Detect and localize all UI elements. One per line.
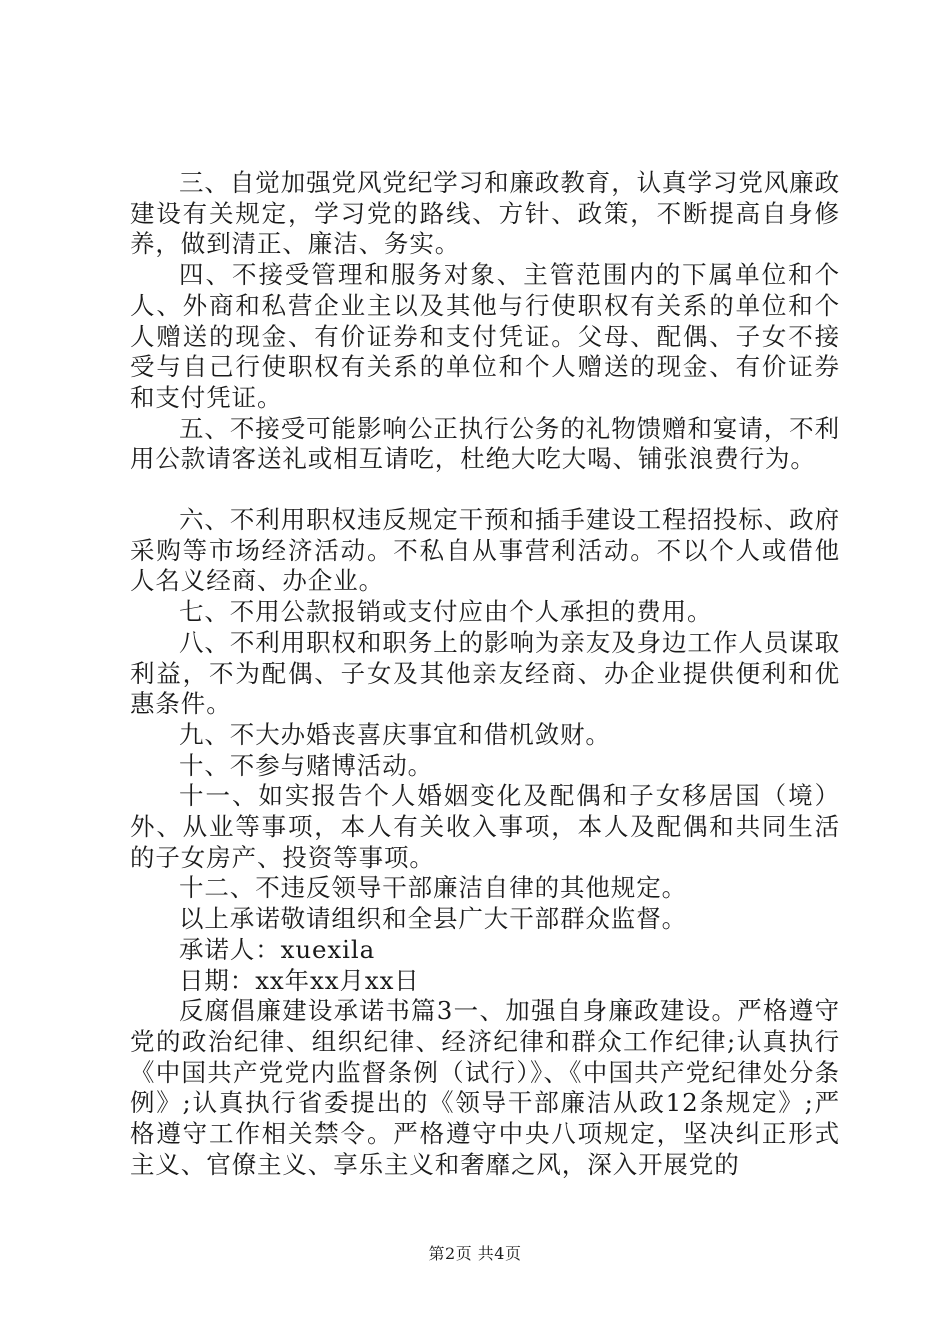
paragraph-item-5: 五、不接受可能影响公正执行公务的礼物馈赠和宴请，不利用公款请客送礼或相互请吃，杜绝大吃大喝、铺张浪费行为。 <box>130 413 840 474</box>
paragraph-item-12: 十二、不违反领导干部廉洁自律的其他规定。 <box>179 873 687 903</box>
paragraph-item-7: 七、不用公款报销或支付应由个人承担的费用。 <box>179 597 713 627</box>
paragraph-item-10: 十、不参与赌博活动。 <box>179 750 433 780</box>
paragraph-item-3: 三、自觉加强党风党纪学习和廉政教育，认真学习党风廉政建设有关规定，学习党的路线、方针、政策，不断提高自身修养，做到清正、廉洁、务实。 <box>130 168 840 259</box>
page-number-footer: 第2页 共4页 <box>428 1244 522 1263</box>
supervision-request: 以上承诺敬请组织和全县广大干部群众监督。 <box>179 904 687 934</box>
signatory-line: 承诺人：xuexila <box>179 934 376 964</box>
section-3-intro: 反腐倡廉建设承诺书篇3一、加强自身廉政建设。严格遵守党的政治纪律、组织纪律、经济纪律和群众工作纪律;认真执行《中国共产党党内监督条例（试行）》、《中国共产党纪律处分条例》;认真执行省委提出的《领导干部廉洁从政12条规定》;严格遵守工作相关禁令。严格遵守中央八项规定，坚决纠正形式主义、官僚主义、享乐主义和奢靡之风，深入开展党的 <box>130 996 840 1179</box>
paragraph-item-4: 四、不接受管理和服务对象、主管范围内的下属单位和个人、外商和私营企业主以及其他与行使职权有关系的单位和个人赠送的现金、有价证券和支付凭证。父母、配偶、子女不接受与自己行使职权有关系的单位和个人赠送的现金、有价证券和支付凭证。 <box>130 260 840 412</box>
date-line: 日期：xx年xx月xx日 <box>179 965 420 995</box>
paragraph-item-9: 九、不大办婚丧喜庆事宜和借机敛财。 <box>179 719 611 749</box>
document-body <box>130 168 840 1181</box>
paragraph-item-8: 八、不利用职权和职务上的影响为亲友及身边工作人员谋取利益，不为配偶、子女及其他亲友经商、办企业提供便利和优惠条件。 <box>130 627 840 719</box>
paragraph-item-6: 六、不利用职权违反规定干预和插手建设工程招投标、政府采购等市场经济活动。不私自从事营利活动。不以个人或借他人名义经商、办企业。 <box>130 505 840 596</box>
paragraph-item-11: 十一、如实报告个人婚姻变化及配偶和子女移居国（境）外、从业等事项，本人有关收入事项，本人及配偶和共同生活的子女房产、投资等事项。 <box>130 781 840 872</box>
